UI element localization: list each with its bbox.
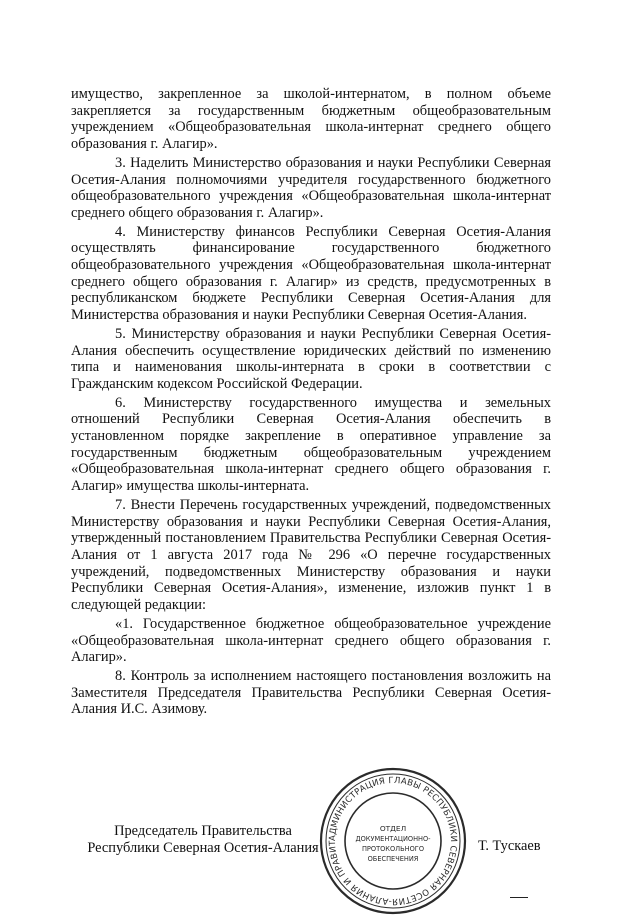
paragraph-item-7: 7. Внести Перечень государственных учреждений, подведомственных Министерству образования и науки Республики Северная Осетия-Алания, утвержденный постановлением Правительства Республики Северная Осетия-Алания от 1 августа 2017 года № 296 «О перечне государственных учреждений, подведомственных Министерству образования и науки Республики Северная Осетия-Алания», изменение, изложив пункт 1 в следующей редакции: — [71, 496, 551, 614]
stamp-inner-line4: ОБЕСПЕЧЕНИЯ — [367, 855, 419, 863]
stamp-inner-line2: ДОКУМЕНТАЦИОННО- — [355, 835, 431, 843]
paragraph-continuation: имущество, закрепленное за школой-интернатом, в полном объеме закрепляется за государственным бюджетным общеобразовательным учреждением «Общеобразовательная школа-интернат среднего общего образования г. Алагир». — [71, 86, 551, 153]
stamp-inner-line3: ПРОТОКОЛЬНОГО — [361, 845, 425, 853]
paragraph-item-8: 8. Контроль за исполнением настоящего постановления возложить на Заместителя Председателя Правительства Республики Северная Осетия-Алания И.С. Азимову. — [71, 667, 551, 718]
official-stamp — [318, 766, 468, 921]
page-footer-mark — [510, 897, 528, 898]
paragraph-quoted-edit: «1. Государственное бюджетное общеобразовательное учреждение «Общеобразовательная школа-интернат среднего общего образования г. Алагир». — [71, 615, 551, 666]
paragraph-item-3: 3. Наделить Министерство образования и науки Республики Северная Осетия-Алания полномочиями учредителя государственного бюджетного общеобразовательного учреждения «Общеобразовательная школа-интернат среднего общего образования г. Алагир». — [71, 154, 551, 221]
paragraph-item-4: 4. Министерству финансов Республики Северная Осетия-Алания осуществлять финансирование государственного бюджетного общеобразовательного учреждения «Общеобразовательная школа-интернат среднего общего образования г. Алагир» из средств, предусмотренных в республиканском бюджете Республики Северная Осетия-Алания для Министерства образования и науки Республики Северная Осетия-Алания. — [71, 223, 551, 324]
signatory-position — [73, 823, 333, 857]
paragraph-item-6: 6. Министерству государственного имущества и земельных отношений Республики Северная Осетия-Алания обеспечить в установленном порядке закрепление в оперативное управление за государственным бюджетным общеобразовательным учреждением «Общеобразовательная школа-интернат среднего общего образования г. Алагир» имущества школы-интерната. — [71, 394, 551, 495]
signatory-position-line1: Председатель Правительства — [114, 823, 292, 839]
stamp-inner-line1: ОТДЕЛ — [379, 824, 407, 833]
signatory-position-line2: Республики Северная Осетия-Алания — [87, 840, 319, 856]
signatory-name: Т. Тускаев — [478, 838, 541, 854]
document-body — [71, 86, 551, 720]
stamp-seal-icon — [318, 766, 468, 916]
stamp-ring-text: АДМИНИСТРАЦИЯ ГЛАВЫ РЕСПУБЛИКИ СЕВЕРНАЯ ОСЕТИЯ-АЛАНИЯ И ПРАВИТ — [327, 775, 459, 907]
paragraph-item-5: 5. Министерству образования и науки Республики Северная Осетия-Алания обеспечить осуществление юридических действий по изменению типа и наименования школы-интерната в сроки в соответствии с Гражданским кодексом Российской Федерации. — [71, 325, 551, 392]
